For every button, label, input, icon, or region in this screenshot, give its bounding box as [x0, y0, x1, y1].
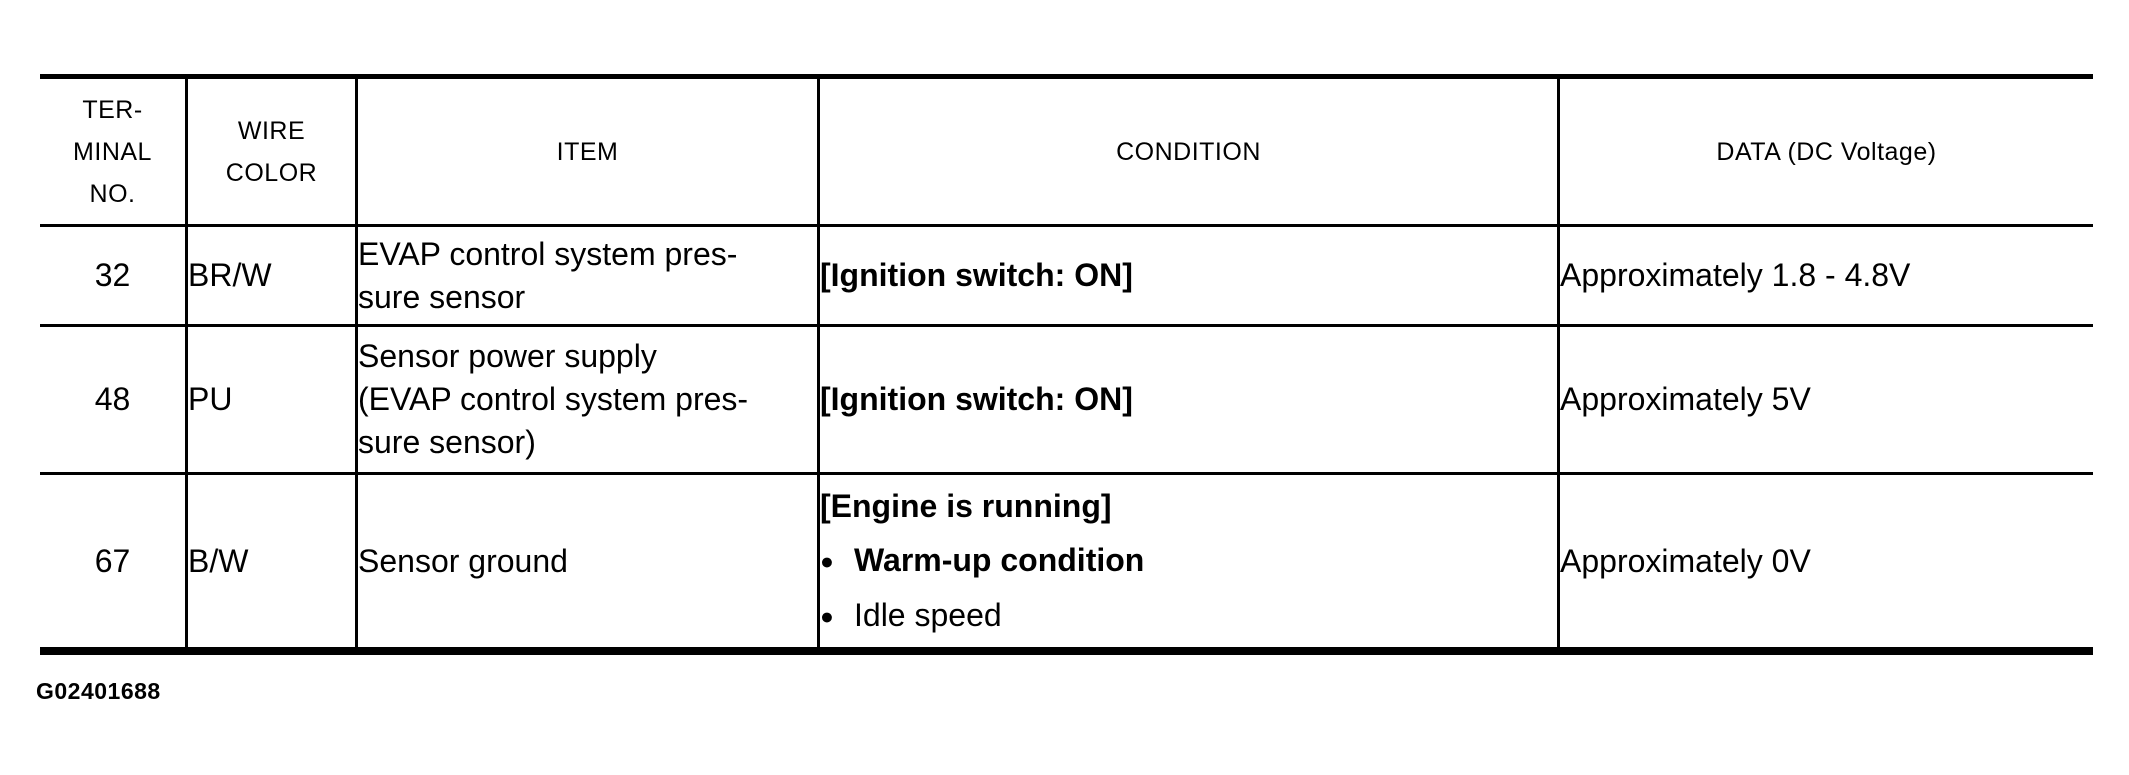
condition-cell: [817, 227, 1557, 327]
terminal-cell: 48: [40, 327, 185, 475]
item-line: Sensor ground: [358, 542, 568, 579]
condition-text: [Ignition switch: ON]: [820, 257, 1133, 293]
wire-color-cell: BR/W: [185, 227, 355, 327]
data-cell: Approximately 1.8 - 4.8V: [1557, 227, 2093, 327]
col-header-item: ITEM: [355, 79, 817, 227]
col-header-data: DATA (DC Voltage): [1557, 79, 2093, 227]
condition-bullet-item: [820, 539, 1557, 583]
item-line: EVAP control system pres-: [358, 235, 738, 272]
col-header-condition: CONDITION: [817, 79, 1557, 227]
table-row: [40, 475, 2093, 647]
header-line: NO.: [89, 179, 136, 208]
figure-id: G02401688: [36, 678, 161, 704]
terminal-cell: 32: [40, 227, 185, 327]
condition-cell: [817, 327, 1557, 475]
condition-bullet-text: Warm-up condition: [854, 541, 1145, 578]
terminal-spec-table: [40, 74, 2093, 655]
wire-color-cell: PU: [185, 327, 355, 475]
table-row: [40, 327, 2093, 475]
item-line: sure sensor): [358, 424, 536, 460]
wire-color-cell: B/W: [185, 475, 355, 647]
condition-cell: [817, 475, 1557, 647]
terminal-cell: 67: [94, 542, 131, 579]
bullet-icon: ●: [820, 547, 834, 574]
condition-bullet-item: [820, 594, 1557, 638]
table-header-row: [40, 79, 2093, 227]
condition-header-text: [Engine is running]: [820, 487, 1112, 524]
item-cell: [355, 475, 817, 647]
header-line: TER-: [82, 95, 143, 124]
item-line: (EVAP control system pres-: [358, 381, 749, 417]
col-header-terminal-no: [40, 79, 185, 227]
header-line: MINAL: [73, 137, 152, 166]
header-line: WIRE: [237, 116, 306, 145]
condition-text: [Ignition switch: ON]: [820, 381, 1133, 417]
bullet-icon: ●: [820, 602, 834, 629]
col-header-wire-color: [185, 79, 355, 227]
item-cell: [355, 227, 817, 327]
item-line: sure sensor: [358, 278, 526, 315]
item-cell: [355, 327, 817, 475]
table-row: [40, 227, 2093, 327]
header-line: COLOR: [225, 158, 318, 187]
data-cell: Approximately 5V: [1557, 327, 2093, 475]
data-cell: Approximately 0V: [1557, 475, 2093, 647]
item-line: Sensor power supply: [358, 338, 657, 374]
condition-bullet-text: Idle speed: [854, 596, 1002, 633]
